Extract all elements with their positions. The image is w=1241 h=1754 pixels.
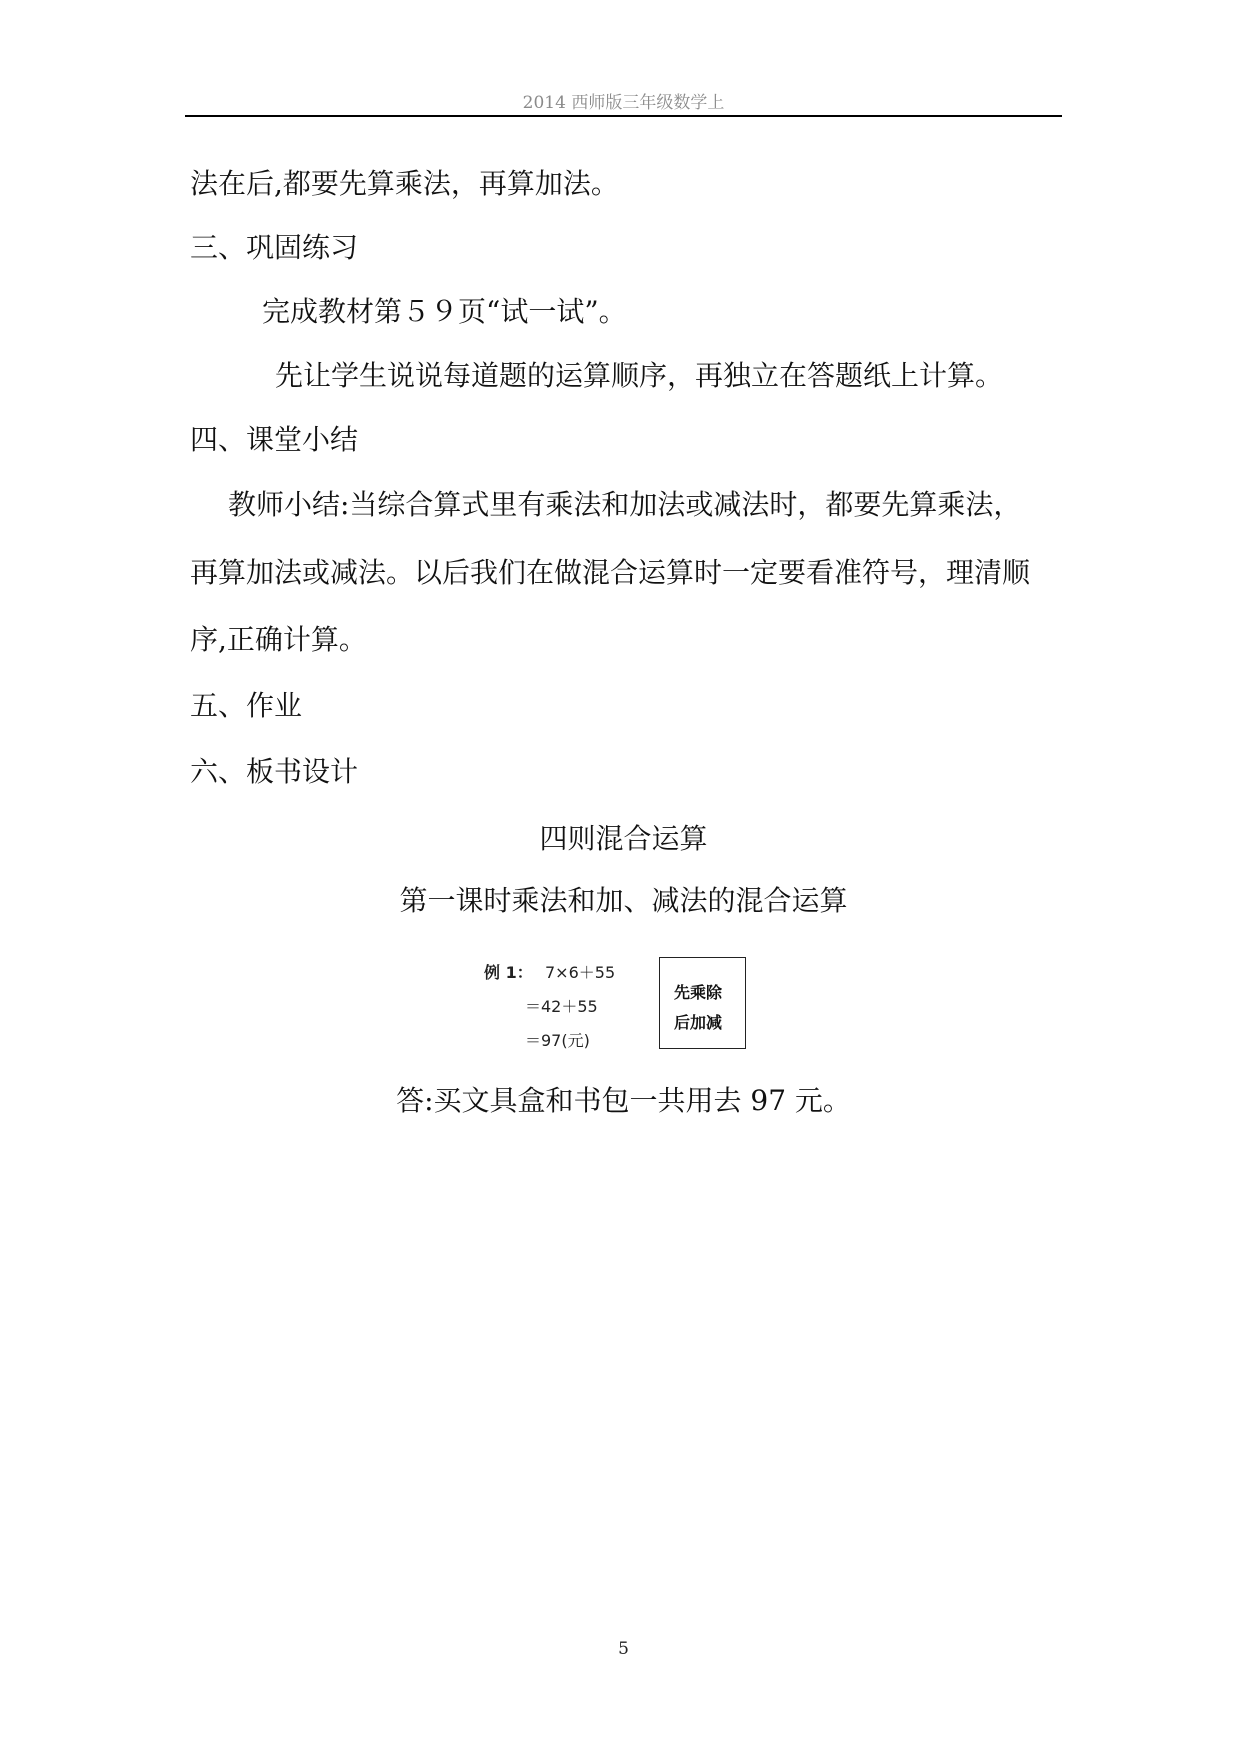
text-line-8: 序,正确计算。 xyxy=(190,623,367,656)
page-header: 2014 西师版三年级数学上 xyxy=(522,93,725,113)
text-line-6: 教师小结:当综合算式里有乘法和加法或减法时，都要先算乘法， xyxy=(228,488,1022,521)
section-heading-board-design: 六、板书设计 xyxy=(190,755,359,788)
answer-line: 答:买文具盒和书包一共用去 97 元。 xyxy=(396,1084,851,1117)
rule-line-1: 先乘除 xyxy=(674,983,723,1002)
section-heading-homework: 五、作业 xyxy=(190,689,303,722)
rule-box xyxy=(659,957,746,1049)
rule-line-2: 后加减 xyxy=(674,1013,723,1032)
section-heading-practice: 三、巩固练习 xyxy=(190,231,359,264)
section-heading-summary: 四、课堂小结 xyxy=(190,423,359,456)
text-line-4: 先让学生说说每道题的运算顺序，再独立在答题纸上计算。 xyxy=(275,359,1004,392)
header-divider xyxy=(185,115,1062,117)
board-subtitle: 第一课时乘法和加、减法的混合运算 xyxy=(399,884,848,917)
example-label: 例 1： xyxy=(484,963,533,982)
example-step-2: ＝42＋55 xyxy=(525,997,598,1016)
board-title: 四则混合运算 xyxy=(539,822,708,855)
text-line-3: 完成教材第５９页“试一试”。 xyxy=(262,295,627,328)
text-line-7: 再算加法或减法。以后我们在做混合运算时一定要看准符号，理清顺 xyxy=(190,556,1031,589)
text-line-1: 法在后,都要先算乘法，再算加法。 xyxy=(190,167,619,200)
example-step-3: ＝97(元) xyxy=(525,1031,590,1050)
page-number: 5 xyxy=(618,1639,629,1659)
example-step-1: 7×6＋55 xyxy=(545,963,616,982)
